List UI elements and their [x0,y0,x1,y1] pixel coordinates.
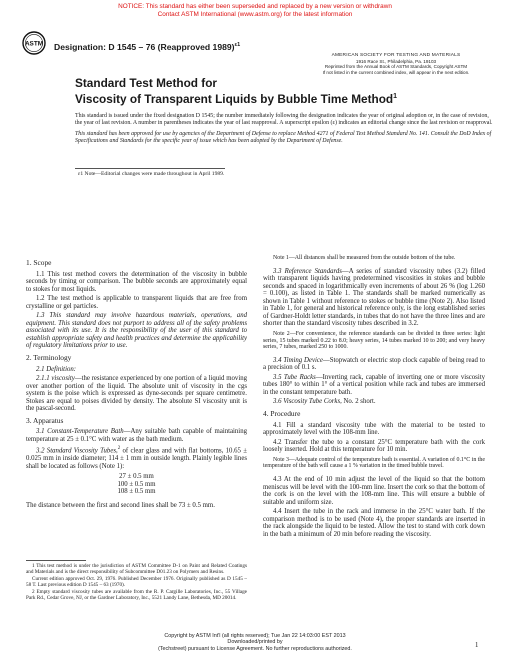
definition-viscosity: —the resistance experienced by one portion of a liquid moving over another portion of the liquid. The absolute unit of viscosity in the cgs system is the poise which is expressed as dyne-seconds per square centimetre. Stokes are equal to poises divided by density. The absolute SI viscosity unit is the pascal-second. [26,375,247,413]
publisher-line-2: 1916 Race St., Philadelphia, Pa. 19103 [355,58,437,64]
paragraph-2-1: 2.1 Definition: [36,365,77,373]
tube-line-2: 100 ± 0.5 mm [117,480,156,488]
paragraph-3-2-distance: The distance between the first and second lines shall be 73 ± 0.5 mm. [26,502,215,510]
publisher-line-3: Reprinted from the Annual Book of ASTM Standards, Copyright ASTM [324,64,468,70]
footer-line-1: Copyright by ASTM Int'l (all rights reserved); Tue Jan 22 14:03:00 EST 2013 [164,633,346,639]
editorial-note: ε1 Note—Editorial changes were made throughout in April 1989. [78,171,225,177]
astm-logo-icon [22,31,46,55]
term-bath: 3.1 Constant-Temperature Bath [36,428,124,436]
paragraph-3-3 [263,268,485,328]
text-timing-device: —Stopwatch or electric stop clock capable of being read to a precision of 0.1 s. [263,356,485,372]
paragraph-4-1: 4.1 Fill a standard viscosity tube with the material to be tested to approximately level with the 108-mm line. [263,421,485,437]
copyright-footer [0,633,510,652]
section-heading-procedure: 4. Procedure [263,409,301,419]
superseded-notice [0,3,510,19]
designation-superscript: ε1 [234,42,241,49]
note-3: Note 3—Adequate control of the temperature bath is essential. A variation of 0.1°C in the temperature of the bath will cause a 1 % variation in the timed bubble travel. [263,456,485,470]
designation-text: Designation: D 1545 – 76 (Reapproved 1989) [54,42,235,52]
paragraph-3-5 [263,374,485,397]
preamble-paragraph-1: This standard is issued under the fixed designation D 1545; the number immediately following the designation indicates the year of original adoption or, in the case of revision, the year of last revision. A number in parentheses indicates the year of last reapproval. A superscript epsilon (ε) indicates an editorial change since the last revision or reapproval. [75,113,493,126]
footer-line-2: Downloaded/printed by [227,639,283,646]
title-line-1: Standard Test Method for [75,76,218,90]
publisher-info [298,53,494,75]
footnotes [26,560,247,602]
paragraph-1-3: 1.3 This standard may involve hazardous materials, operations, and equipment. This standard does not purport to address all of the safety problems associated with its use. It is the responsibility of the user of this standard to establish appropriate safety and health practices and determine the applicability of regulatory limitations prior to use. [26,312,247,350]
text-tube-racks: —Inverting rack, capable of inverting one or more viscosity tubes 180° to within 1° of a vertical position while rack and tubes are immersed in the constant temperature bath. [263,373,486,396]
note-1: Note 1—All distances shall be measured from the outside bottom of the tube. [273,255,456,261]
right-column [263,255,485,540]
footnote-2: 2 Empty standard viscosity tubes are available from the R. P. Cargille Laboratories, Inc., 55 Village Park Rd., Cedar Grove, NJ, or the Gardner Laboratory, Inc., 5521 Landy Lane, Bethesda, MD 20014. [26,589,247,601]
section-heading-scope: 1. Scope [26,258,52,267]
preamble-divider [75,168,225,169]
document-title [75,76,475,106]
publisher-line-4: If not listed in the current combined index, will appear in the next edition. [322,69,470,75]
term-tubes: 3.2 Standard Viscosity Tubes, [36,447,118,455]
paragraph-3-6 [263,398,485,406]
notice-line-1: NOTICE: This standard has either been superseded and replaced by a new version or withdrawn [118,3,392,10]
astm-logo-text: ASTM [24,40,44,48]
text-tube-corks: No. 2 short. [341,398,376,406]
note-2: Note 2—For convenience, the reference standards can be divided in three series: light series, 15 tubes marked 0.22 to 8.0; heavy series, 14 tubes marked 10 to 200; and very heavy series, 7 tubes, marked 250 to 1000. [263,330,485,351]
term-reference-standards: 3.3 Reference Standards [273,267,342,275]
designation [54,42,240,52]
paragraph-2-1-1 [26,375,247,413]
paragraph-3-4 [263,357,485,372]
paragraph-3-1 [26,428,247,443]
text-bath: —Any suitable bath capable of maintaining temperature at 25 ± 0.1°C with water as the bath medium. [26,428,247,443]
paragraph-4-2: 4.2 Transfer the tube to a constant 25°C temperature bath with the cork loosely inserted. Hold at this temperature for 10 min. [263,438,485,454]
left-column [26,255,247,512]
tube-line-list [26,473,247,496]
text-tubes: of clear glass and with flat bottoms, 10.65 ± 0.025 mm in inside diameter; 114 ± 1 mm in outside length. Plainly legible lines shall be located as follows (Note 1): [26,447,247,470]
title-line-2: Viscosity of Transparent Liquids by Bubble Time Method [75,91,394,106]
text-reference-standards: —A series of standard viscosity tubes (3.2) filled with transparent liquids having predetermined viscosities in stokes and bubble seconds and spaced in logarithmically even increments of about 26 % (log 1.260 = 0.100), as listed in Table 1. The standards shall be marked numerically as shown in Table 1 without reference to stokes or bubble time (Note 2). Also listed in Table 1, for general and historical reference only, is the long established series of Gardner-Holdt letter standards, in tubes that do not have the three lines and are shorter than the standard viscosity tubes described in 3.2. [263,267,485,328]
paragraph-4-4: 4.4 Insert the tube in the rack and immerse in the 25°C water bath. If the comparison method is to be used (Note 4), the proper standards are inserted in the rack alongside the liquid to be tested. Allow the test to stand with cork down in the bath a minimum of 20 min before reading the viscosity. [263,508,485,538]
footnote-1: 1 This test method is under the jurisdiction of ASTM Committee D-1 on Paint and Related Coatings and Materials and is the direct responsibility of Subcommittee D01.23 on Polymers and Resins. [26,563,247,575]
term-timing-device: 3.4 Timing Device [273,356,323,364]
preamble [75,113,495,149]
footer-line-3: (Techstreet) pursuant to License Agreement. No further reproductions authorized. [158,645,352,652]
footnote-divider [26,560,86,561]
paragraph-1-1: 1.1 This test method covers the determination of the viscosity in bubble seconds by timing or comparison. The bubble seconds are approximately equal to stokes for most liquids. [26,270,247,293]
title-superscript: 1 [393,93,398,100]
paragraph-4-3: 4.3 At the end of 10 min adjust the level of the liquid so that the bottom meniscus will be level with the 100-mm line. Insert the cork so that the bottom of the cork is on the level with the 108-mm line. This will ensure a bubble of suitable and uniform size. [263,475,485,506]
footnote-1b: Current edition approved Oct. 29, 1976. Published December 1976. Originally published as D 1545 – 58 T. Last previous edition D 1545 – 63 (1970). [26,576,247,588]
tube-line-3: 108 ± 0.5 mm [117,488,156,496]
section-heading-terminology: 2. Terminology [26,353,72,363]
footnote-ref-2: 2 [117,446,121,452]
page-number: 1 [475,642,479,649]
section-heading-apparatus: 3. Apparatus [26,415,64,425]
term-tube-racks: 3.5 Tube Racks [273,373,316,381]
paragraph-3-2 [26,445,247,470]
term-viscosity: 2.1.1 viscosity [36,375,75,383]
publisher-line-1: AMERICAN SOCIETY FOR TESTING AND MATERIALS [331,53,461,58]
notice-line-2: Contact ASTM International (www.astm.org) for the latest information [157,11,353,18]
preamble-paragraph-2: This standard has been approved for use by agencies of the Department of Defense to replace Method 4271 of Federal Test Method Standard No. 141. Consult the DoD Index of Specifications and Standards for the specific year of issue which has been adopted by the Department of Defense. [75,130,492,144]
term-tube-corks: 3.6 Viscosity Tube Corks, [273,398,342,406]
paragraph-1-2: 1.2 The test method is applicable to transparent liquids that are free from crystalline or gel particles. [26,295,247,310]
tube-line-1: 27 ± 0.5 mm [119,473,154,481]
